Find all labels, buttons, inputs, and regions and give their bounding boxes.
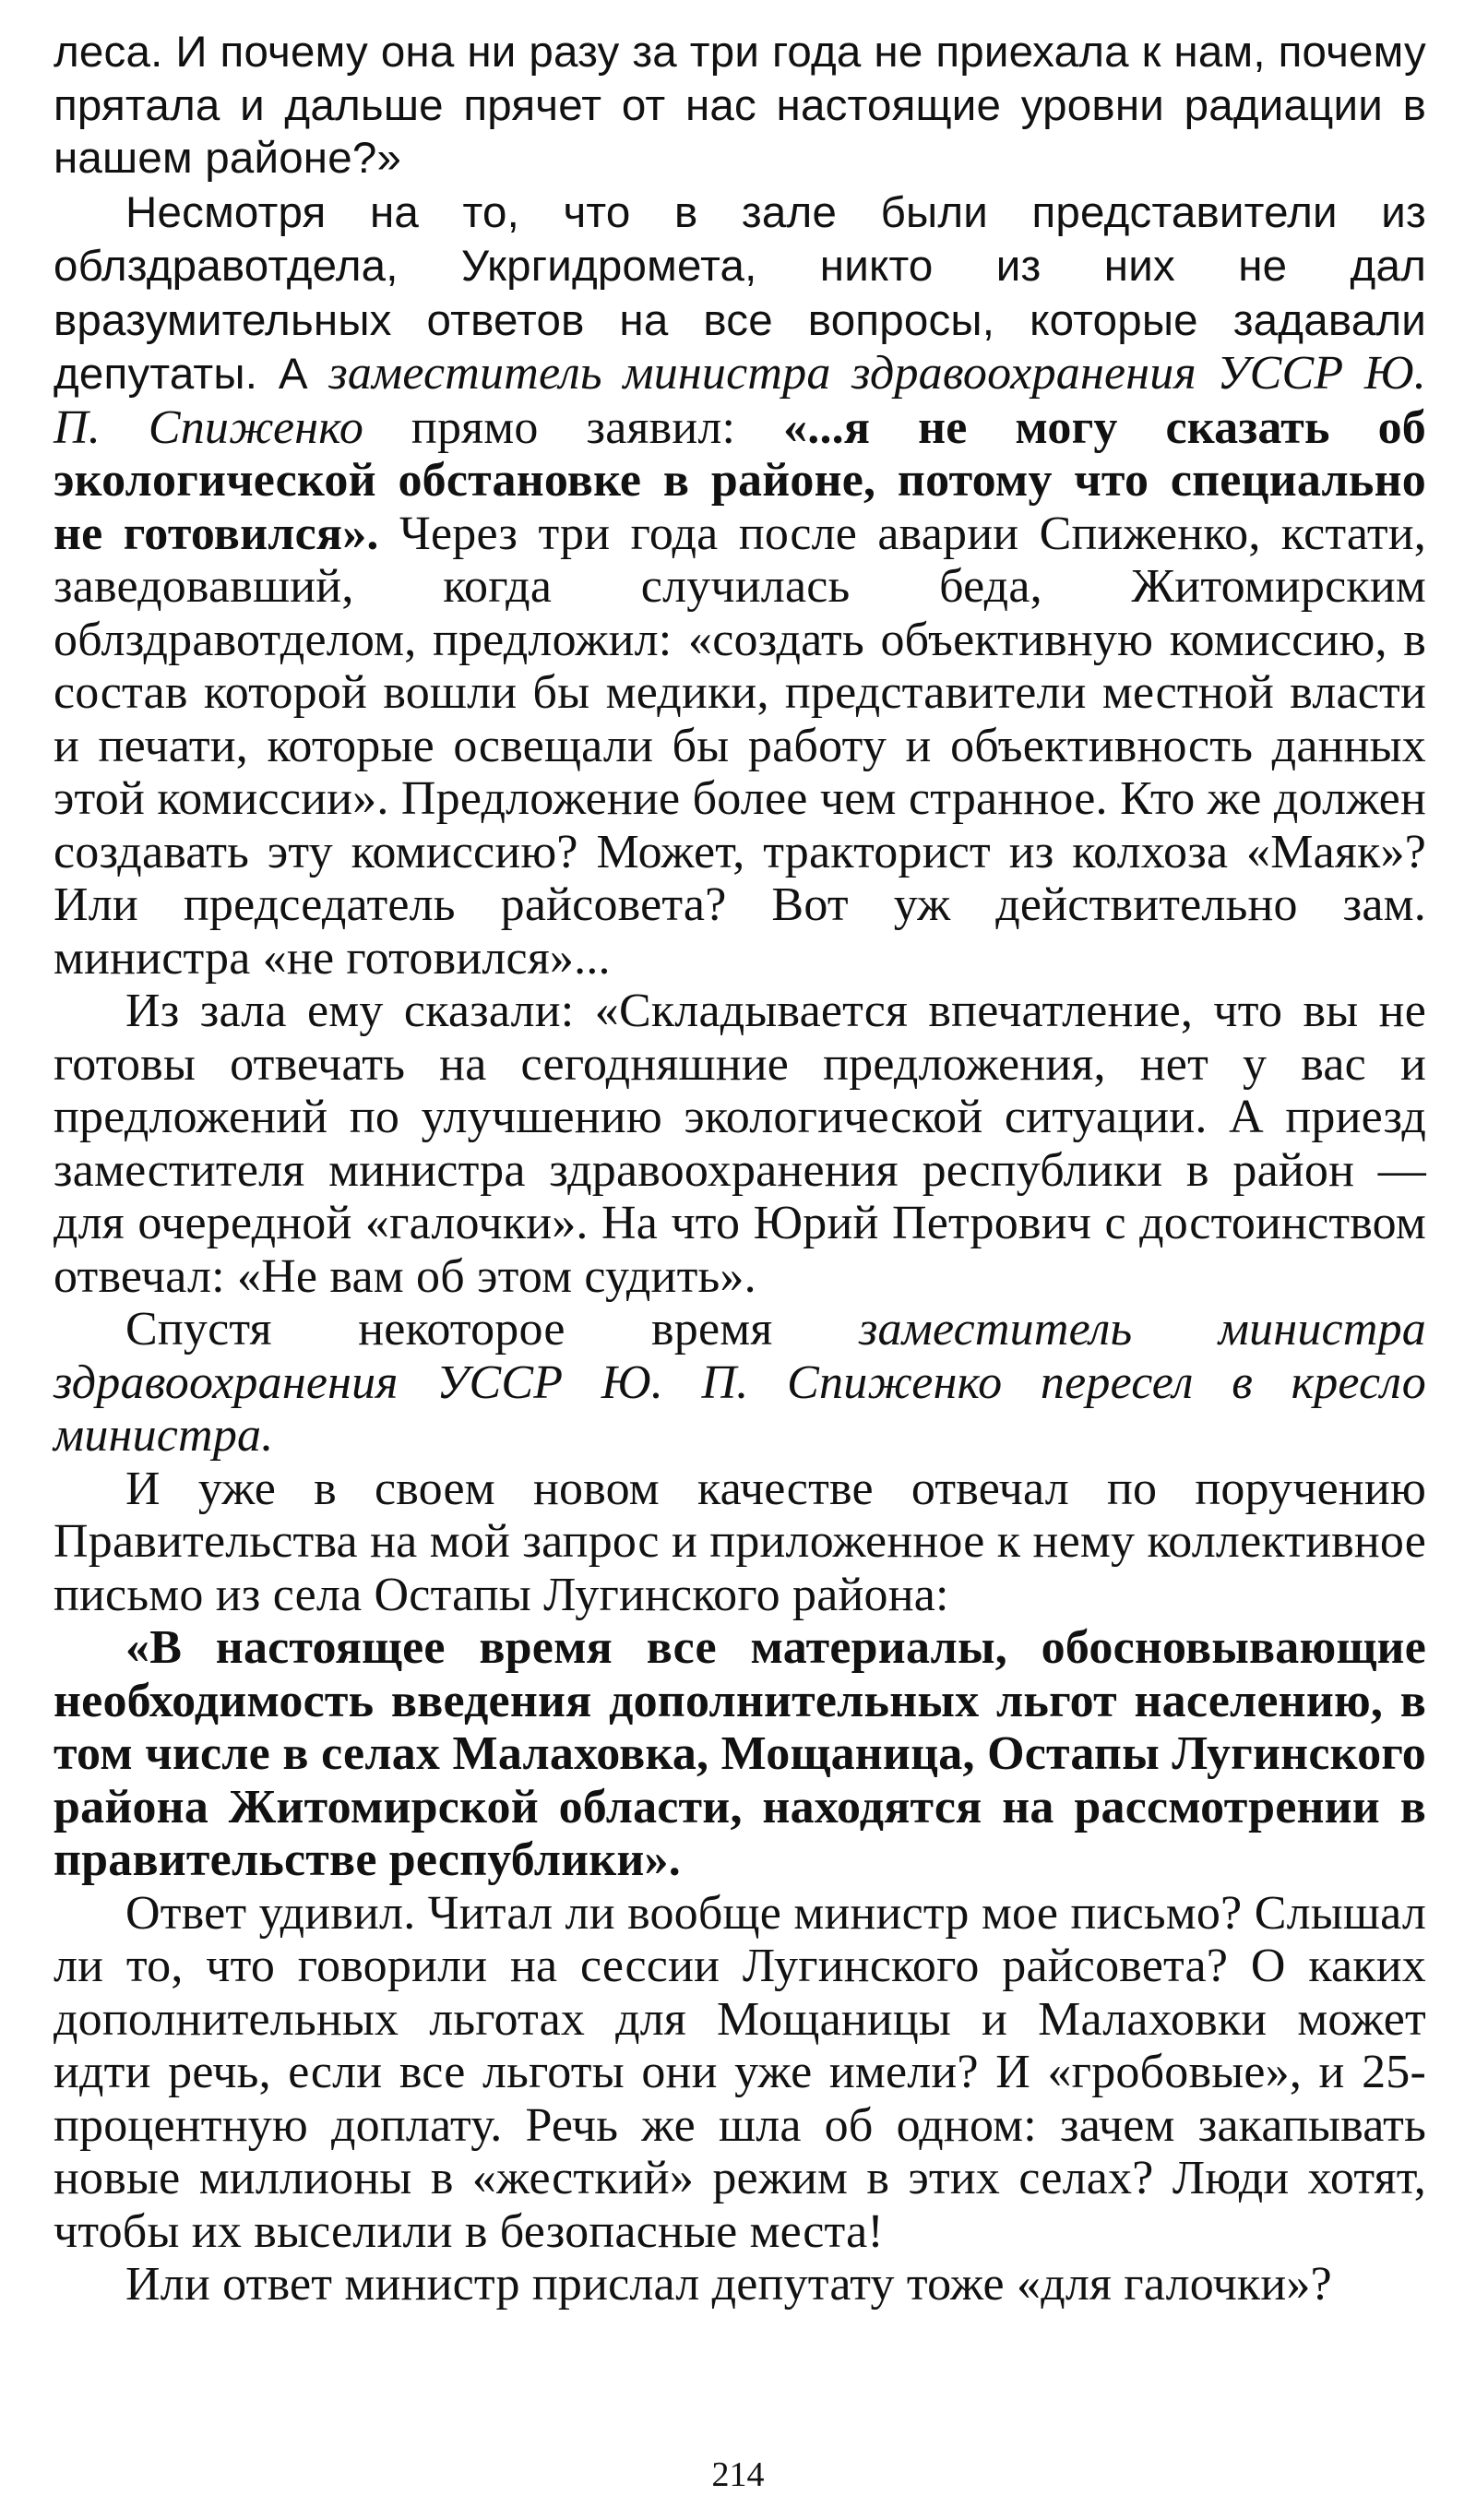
paragraph-2-italic-official: заместитель министра здравоохранения УССР Ю. П. Спиженко [54,347,1426,454]
paragraph-2 [54,185,1426,985]
book-page-text [54,26,1426,2311]
paragraph-7: Ответ удивил. Читал ли вообще министр мое письмо? Слышал ли то, что говорили на сессии Лугинского райсовета? О каких дополнительных льготах для Мощаницы и Малаховки может идти речь, если все льготы они уже имели? И «гробовые», и 25-процентную доплату. Речь же шла об одном: зачем закапывать новые миллионы в «жесткий» режим в этих селах? Люди хотят, чтобы их выселили в безопасные места! [54,1886,1426,2258]
paragraph-8: Или ответ министр прислал депутату тоже «для галочки»? [125,2258,1332,2311]
paragraph-4-lead: Спустя некоторое время [125,1303,859,1356]
paragraph-1: леса. И почему она ни разу за три года не приехала к нам, почему прятала и дальше прячет от нас настоящие уровни радиации в нашем районе?» [54,28,1426,183]
paragraph-3: Из зала ему сказали: «Складывается впечатление, что вы не готовы отвечать на сегодняшние предложения, нет у вас и предложений по улучшению экологической ситуации. А приезд заместителя министра здравоохранения республики в район — для очередной «галочки». На что Юрий Петрович с достоинством отвечал: «Не вам об этом судить». [54,985,1426,1303]
paragraph-4 [54,1303,1426,1463]
paragraph-4-italic: заместитель министра здравоохранения УССР Ю. П. Спиженко пересел в кресло министра. [54,1303,1426,1462]
paragraph-2-rest: Через три года после аварии Спиженко, кстати, заведовавший, когда случилась беда, Житомирским облздравотделом, предложил: «создать объективную комиссию, в состав которой вошли бы медики, представители местной власти и печати, которые освещали бы работу и объективность данных этой комиссии». Предложение более чем странное. Кто же должен создавать эту комиссию? Может, тракторист из колхоза «Маяк»? Или председатель райсовета? Вот уж действительно зам. министра «не готовился»... [54,507,1426,985]
paragraph-6-bold-quote: «В настоящее время все материалы, обосновывающие необходимость введения дополнительных льгот населению, в том числе в селах Малаховка, Мощаница, Остапы Лугинского района Житомирской области, находятся на рассмотрении в правительстве республики». [54,1621,1426,1886]
paragraph-2-bold-quote: «...я не могу сказать об экологической обстановке в районе, потому что специально не готовился». [54,400,1427,560]
paragraph-5: И уже в своем новом качестве отвечал по поручению Правительства на мой запрос и приложенное к нему коллективное письмо из села Остапы Лугинского района: [54,1462,1426,1621]
page-number: 214 [711,2455,765,2494]
paragraph-2-lead: Несмотря на то, что в зале были представители из облздравотдела, Укргидромета, никто из них не дал вразумительных ответов на все вопросы, которые задавали депутаты. А [54,187,1426,399]
paragraph-2-text: прямо заявил: [363,400,784,454]
